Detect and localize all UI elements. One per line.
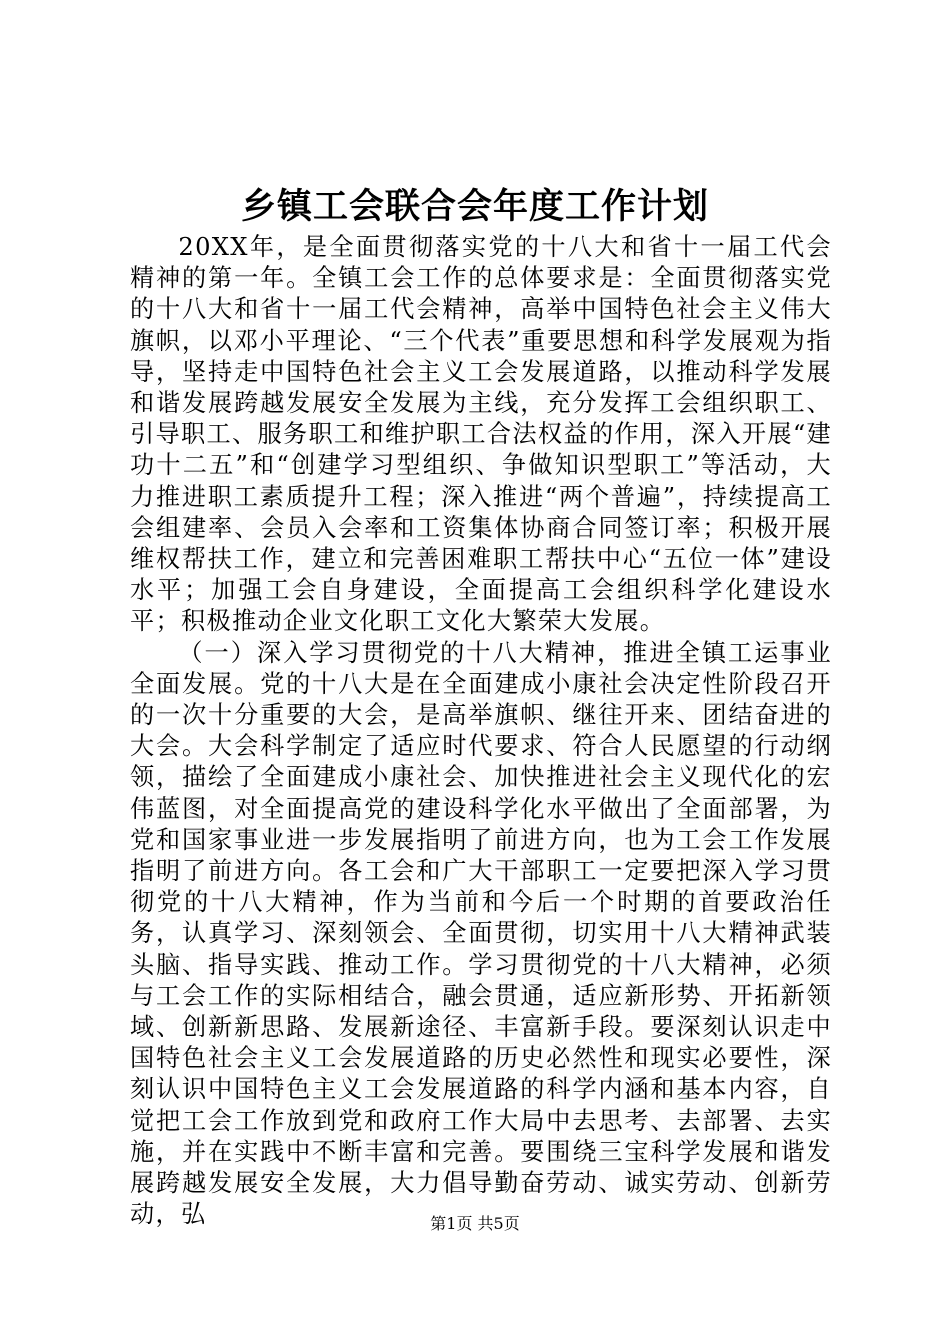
- document-title: 乡镇工会联合会年度工作计划: [240, 186, 709, 227]
- page-number-footer: 第1页 共5页: [430, 1214, 520, 1233]
- paragraph-intro: 20XX年，是全面贯彻落实党的十八大和省十一届工代会精神的第一年。全镇工会工作的总体要求是：全面贯彻落实党的十八大和省十一届工代会精神，高举中国特色社会主义伟大旗帜，以邓小平理论、“三个代表”重要思想和科学发展观为指导，坚持走中国特色社会主义工会发展道路，以推动科学发展和谐发展跨越发展安全发展为主线，充分发挥工会组织职工、引导职工、服务职工和维护职工合法权益的作用，深入开展“建功十二五”和“创建学习型组织、争做知识型职工”等活动，大力推进职工素质提升工程；深入推进“两个普遍”，持续提高工会组建率、会员入会率和工资集体协商合同签订率；积极开展维权帮扶工作，建立和完善困难职工帮扶中心“五位一体”建设水平；加强工会自身建设，全面提高工会组织科学化建设水平；积极推动企业文化职工文化大繁荣大发展。: [130, 233, 832, 636]
- paragraph-section-1: （一）深入学习贯彻党的十八大精神，推进全镇工运事业全面发展。党的十八大是在全面建成小康社会决定性阶段召开的一次十分重要的大会，是高举旗帜、继往开来、团结奋进的大会。大会科学制定了适应时代要求、符合人民愿望的行动纲领，描绘了全面建成小康社会、加快推进社会主义现代化的宏伟蓝图，对全面提高党的建设科学化水平做出了全面部署，为党和国家事业进一步发展指明了前进方向，也为工会工作发展指明了前进方向。各工会和广大干部职工一定要把深入学习贯彻党的十八大精神，作为当前和今后一个时期的首要政治任务，认真学习、深刻领会、全面贯彻，切实用十八大精神武装头脑、指导实践、推动工作。学习贯彻党的十八大精神，必须与工会工作的实际相结合，融会贯通，适应新形势、开拓新领域、创新新思路、发展新途径、丰富新手段。要深刻认识走中国特色社会主义工会发展道路的历史必然性和现实必要性，深刻认识中国特色主义工会发展道路的科学内涵和基本内容，自觉把工会工作放到党和政府工作大局中去思考、去部署、去实施，并在实践中不断丰富和完善。要围绕三宝科学发展和谐发展跨越发展安全发展，大力倡导勤奋劳动、诚实劳动、创新劳动，弘: [130, 638, 832, 1229]
- document-body: [130, 232, 832, 1231]
